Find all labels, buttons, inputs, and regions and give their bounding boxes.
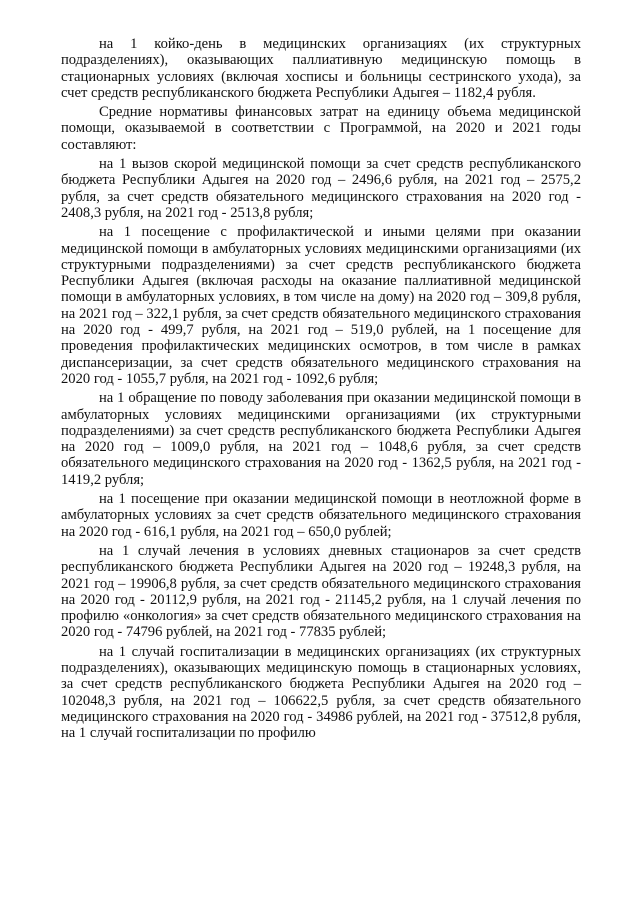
paragraph-ambulance-call: на 1 вызов скорой медицинской помощи за счет средств республиканского бюджета Республики Адыгея на 2020 год – 2496,6 рубля, на 2021 год – 2575,2 рубля, за счет средств обязательного медицинского страхования на 2020 год - 2408,3 рубля, на 2021 год - 2513,8 рубля; (61, 156, 581, 221)
paragraph-hospitalization: на 1 случай госпитализации в медицинских организациях (их структурных подразделениях), оказывающих медицинскую помощь в стационарных условиях, за счет средств республиканского бюджета Республики Адыгея на 2020 год – 102048,3 рубля, на 2021 год – 106622,5 рубля, за счет средств обязательного медицинского страхования на 2020 год - 34986 рублей, на 2021 год - 37512,8 рубля, на 1 случай госпитализации по профилю (61, 643, 581, 742)
paragraph-preventive-visit: на 1 посещение с профилактической и иными целями при оказании медицинской помощи в амбулаторных условиях медицинскими организациями (их структурными подразделениями) за счет средств республиканского бюджета Республики Адыгея (включая расходы на оказание паллиативной медицинской помощи в амбулаторных условиях, в том числе на дому) на 2020 год – 309,8 рубля, на 2021 год – 322,1 рубля, за счет средств обязательного медицинского страхования на 2020 год - 499,7 рубля, на 2021 год – 519,0 рублей, на 1 посещение для проведения профилактических медицинских осмотров, в том числе в рамках диспансеризации, за счет средств обязательного медицинского страхования на 2020 год - 1055,7 рубля, на 2021 год - 1092,6 рубля; (61, 224, 581, 387)
paragraph-disease-appeal: на 1 обращение по поводу заболевания при оказании медицинской помощи в амбулаторных условиях медицинскими организациями (их структурными подразделениями) за счет средств республиканского бюджета Республики Адыгея на 2020 год – 1009,0 рубля, на 2021 год – 1048,6 рубля, за счет средств обязательного медицинского страхования на 2020 год - 1362,5 рубля, на 2021 год - 1419,2 рубля; (61, 390, 581, 488)
document-page (61, 36, 581, 742)
paragraph-urgent-visit: на 1 посещение при оказании медицинской помощи в неотложной форме в амбулаторных условиях за счет средств обязательного медицинского страхования на 2020 год - 616,1 рубля, на 2021 год – 650,0 рублей; (61, 491, 581, 540)
paragraph-day-hospital: на 1 случай лечения в условиях дневных стационаров за счет средств республиканского бюджета Республики Адыгея на 2020 год – 19248,3 рубля, на 2021 год – 19906,8 рубля, за счет средств обязательного медицинского страхования на 2020 год - 20112,9 рубля, на 2021 год - 21145,2 рубля, на 1 случай лечения по профилю «онкология» за счет средств обязательного медицинского страхования на 2020 год - 74796 рублей, на 2021 год - 77835 рублей; (61, 542, 581, 641)
paragraph-palliative-bed-day: на 1 койко-день в медицинских организациях (их структурных подразделениях), оказывающих паллиативную медицинскую помощь в стационарных условиях (включая хосписы и больницы сестринского ухода), за счет средств республиканского бюджета Республики Адыгея – 1182,4 рубля. (61, 36, 581, 101)
paragraph-normatives-intro: Средние нормативы финансовых затрат на единицу объема медицинской помощи, оказываемой в соответствии с Программой, на 2020 и 2021 годы составляют: (61, 104, 581, 153)
